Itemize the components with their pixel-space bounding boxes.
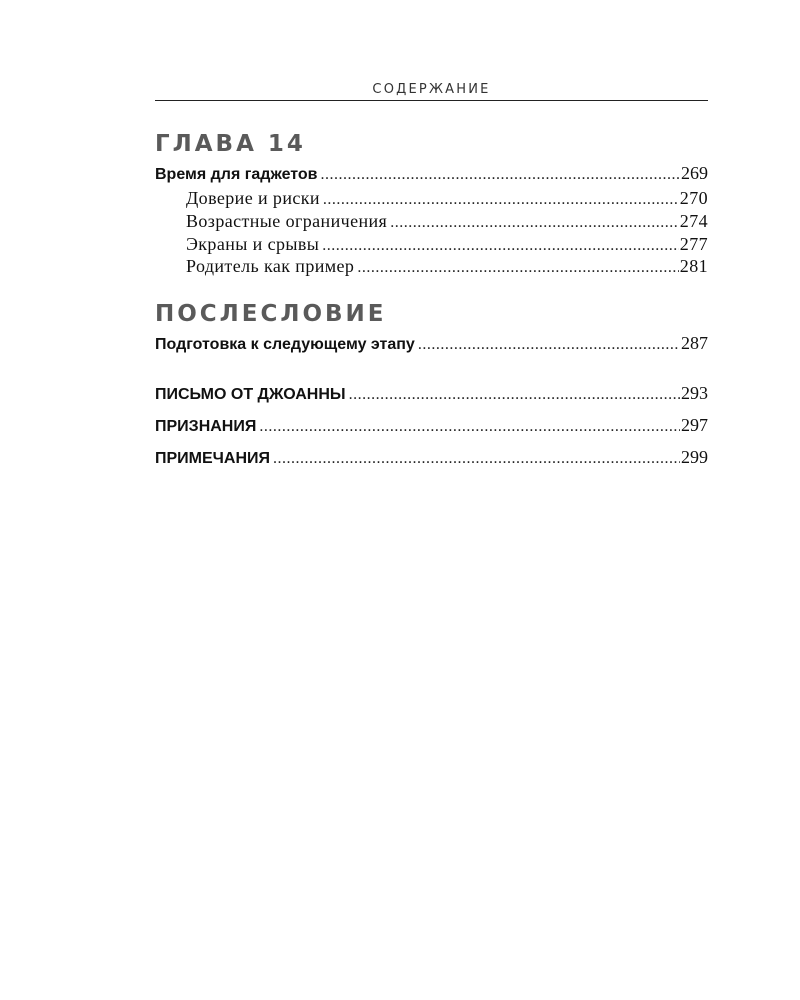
dot-leader: [273, 450, 680, 468]
toc-subentry-title: Экраны и срывы: [186, 234, 320, 254]
toc-entry-title: Время для гаджетов: [155, 166, 318, 183]
toc-subentry-page-number: 270: [679, 188, 708, 208]
dot-leader: [357, 259, 678, 277]
toc-entry-page-number: 299: [681, 447, 708, 467]
toc-subentry[interactable]: [186, 256, 708, 277]
running-head: СОДЕРЖАНИЕ: [372, 82, 491, 97]
dot-leader: [259, 418, 680, 436]
toc-entry-title: ПРИЗНАНИЯ: [155, 418, 257, 435]
toc-subentry-page-number: 274: [679, 211, 708, 231]
toc-subentry[interactable]: [186, 188, 708, 209]
dot-leader: [322, 237, 679, 255]
toc-entry-page-number: 287: [681, 333, 708, 353]
afterword-heading: ПОСЛЕСЛОВИЕ: [155, 301, 387, 327]
toc-subentry-page-number: 277: [679, 234, 708, 254]
toc-subentry-title: Возрастные ограничения: [186, 211, 388, 231]
toc-entry-title: ПИСЬМО ОТ ДЖОАННЫ: [155, 386, 346, 403]
toc-subentry-page-number: 281: [679, 256, 708, 276]
header-rule: [155, 100, 708, 101]
toc-entry-letter[interactable]: [155, 383, 708, 404]
toc-entry-chapter-14[interactable]: [155, 163, 708, 184]
dot-leader: [418, 336, 680, 354]
toc-entry-notes[interactable]: [155, 447, 708, 468]
chapter-14-heading: ГЛАВА 14: [155, 131, 306, 157]
toc-page: [155, 0, 708, 1000]
dot-leader: [321, 166, 680, 184]
toc-entry-page-number: 293: [681, 383, 708, 403]
toc-entry-title: ПРИМЕЧАНИЯ: [155, 450, 271, 467]
toc-subentry[interactable]: [186, 211, 708, 232]
dot-leader: [390, 214, 679, 232]
toc-entry-afterword[interactable]: [155, 333, 708, 354]
toc-entry-page-number: 269: [681, 163, 708, 183]
toc-entry-page-number: 297: [681, 415, 708, 435]
toc-subentry-title: Родитель как пример: [186, 256, 355, 276]
toc-subentry[interactable]: [186, 234, 708, 255]
toc-subentry-title: Доверие и риски: [186, 188, 320, 208]
toc-entry-title: Подготовка к следующему этапу: [155, 336, 415, 353]
dot-leader: [349, 386, 680, 404]
toc-entry-acknowledgements[interactable]: [155, 415, 708, 436]
dot-leader: [323, 191, 679, 209]
